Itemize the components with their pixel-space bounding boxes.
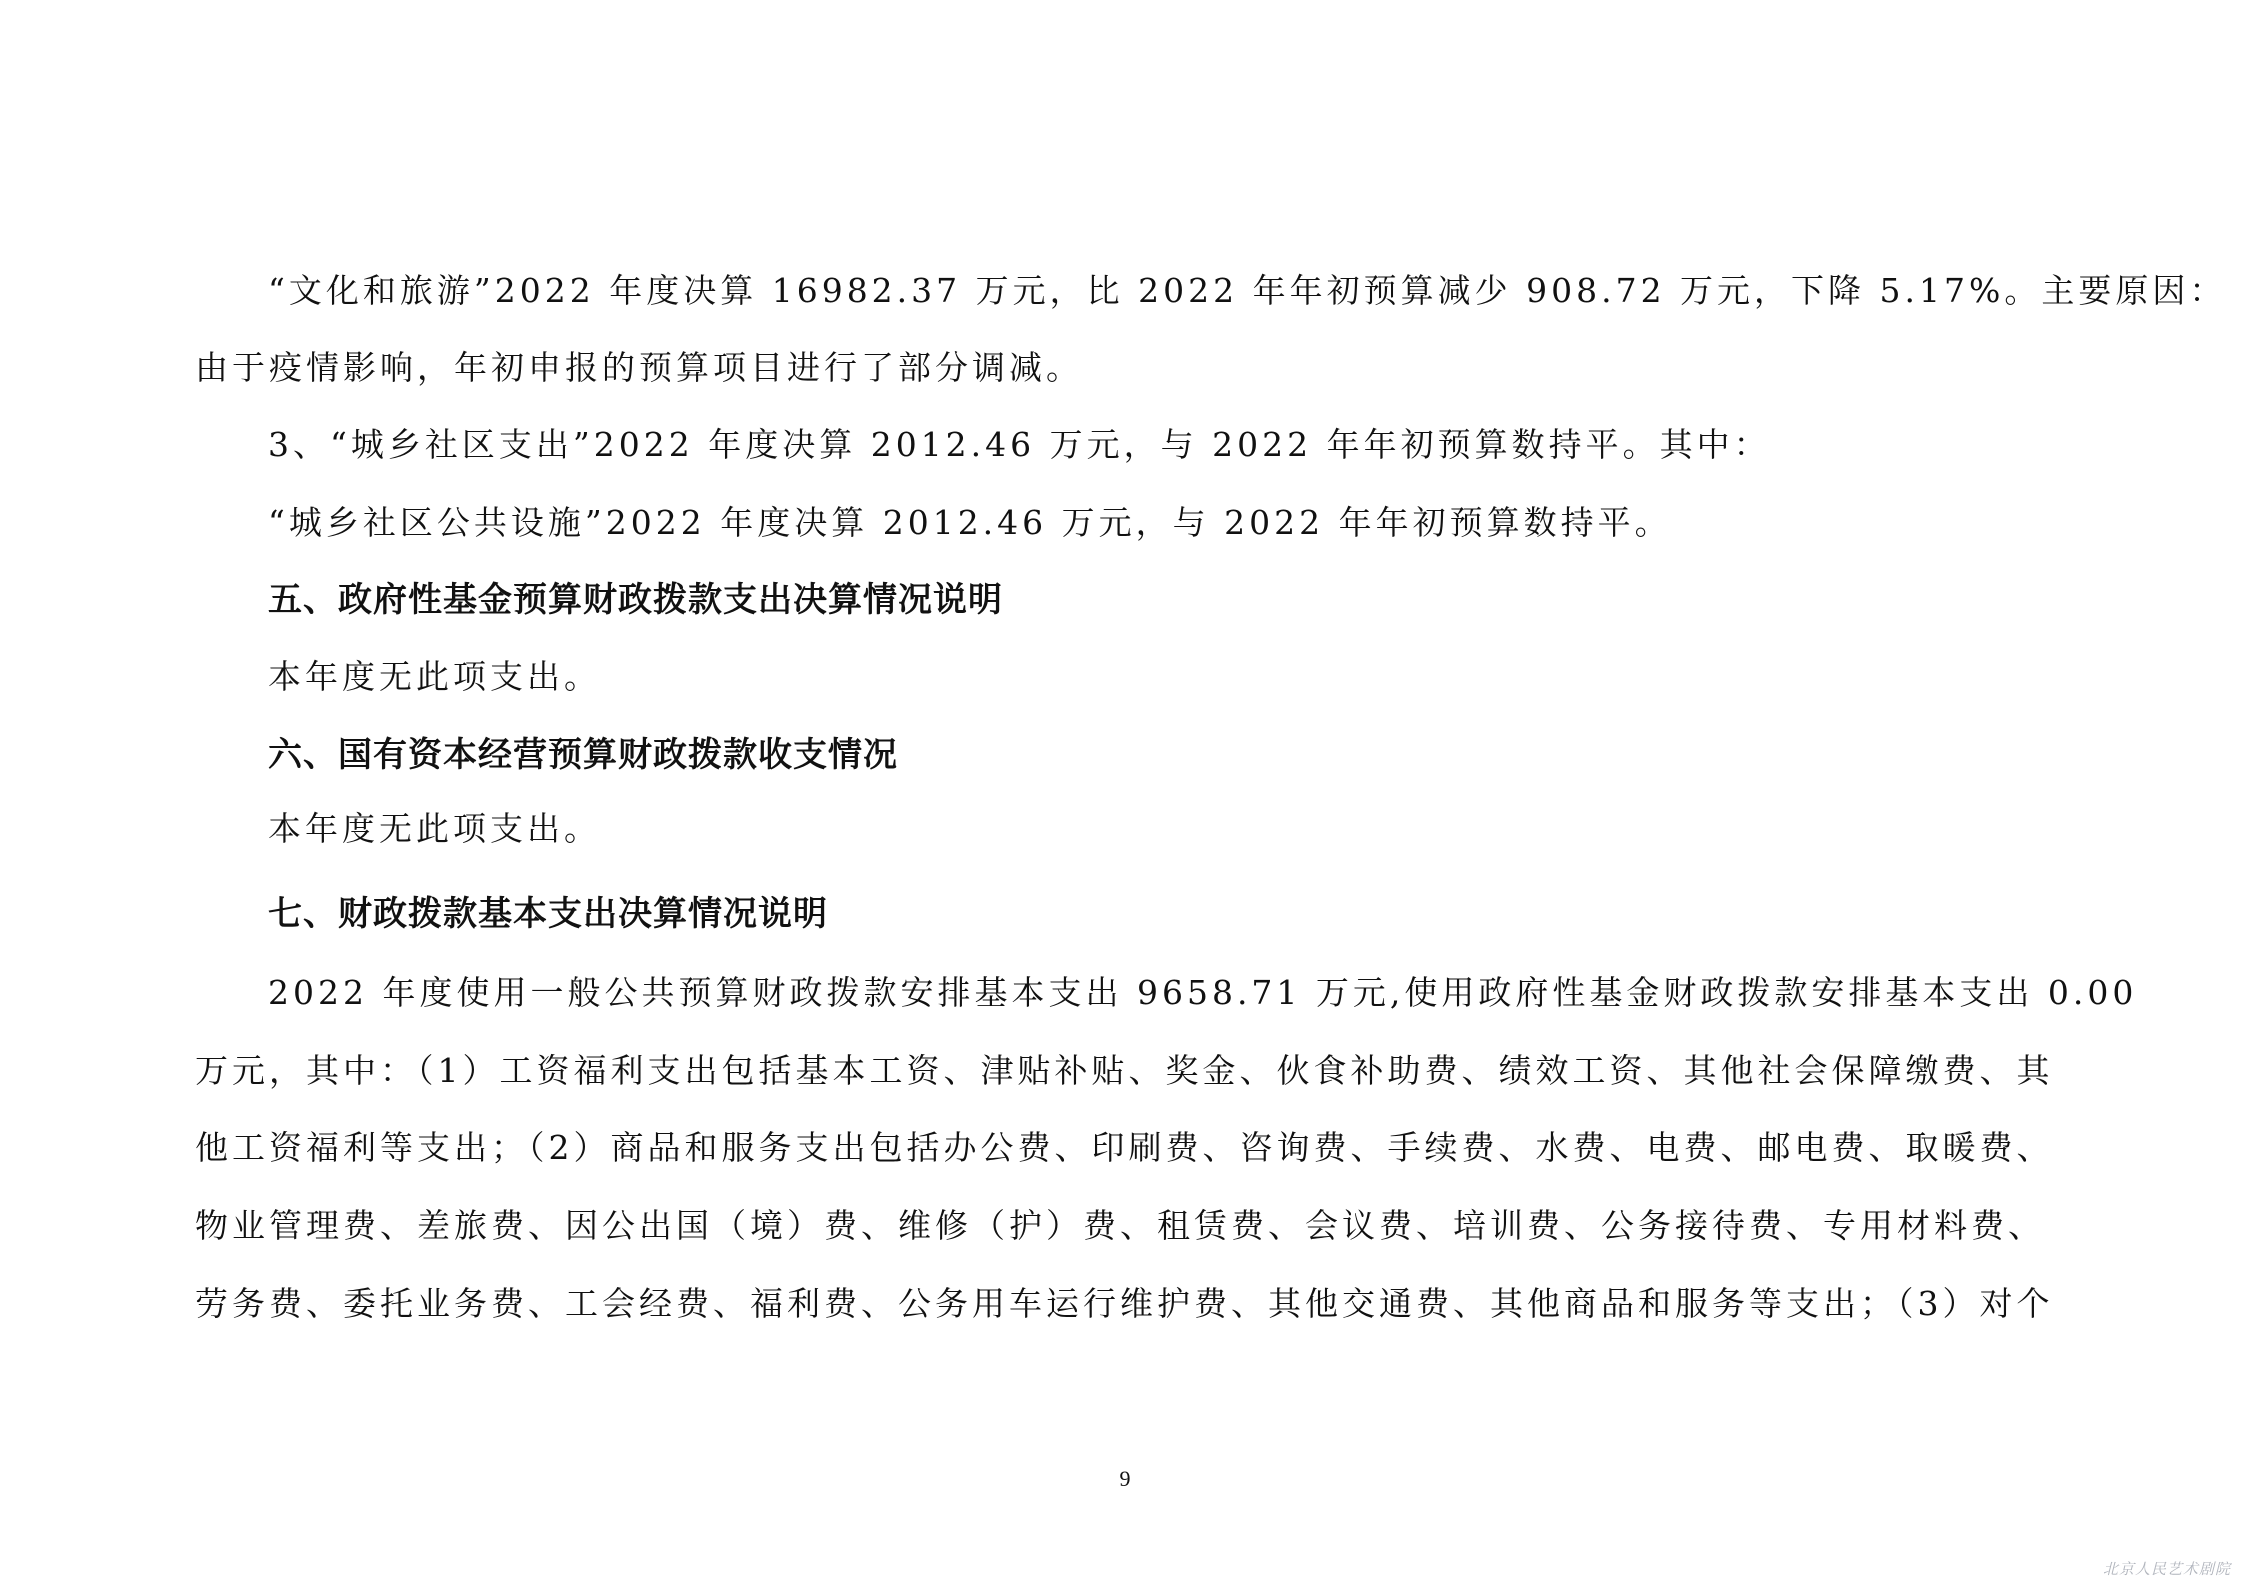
section-6-body: 本年度无此项支出。 xyxy=(268,809,601,848)
section-heading-5: 五、政府性基金预算财政拨款支出决算情况说明 xyxy=(268,580,1003,620)
section-7-line-3: 他工资福利等支出；（2）商品和服务支出包括办公费、印刷费、咨询费、手续费、水费、电费、邮电费、取暖费、 xyxy=(195,1128,2054,1167)
section-7-line-1: 2022 年度使用一般公共预算财政拨款安排基本支出 9658.71 万元,使用政府性基金财政拨款安排基本支出 0.00 xyxy=(268,973,2138,1012)
section-7-line-5: 劳务费、委托业务费、工会经费、福利费、公务用车运行维护费、其他交通费、其他商品和服务等支出；（3）对个 xyxy=(195,1284,2054,1323)
paragraph-public-facilities-line: “城乡社区公共设施”2022 年度决算 2012.46 万元，与 2022 年年初预算数持平。 xyxy=(268,503,1672,542)
page-number: 9 xyxy=(1119,1466,1131,1491)
section-heading-7: 七、财政拨款基本支出决算情况说明 xyxy=(268,894,828,934)
section-7-line-2: 万元，其中：（1）工资福利支出包括基本工资、津贴补贴、奖金、伙食补助费、绩效工资、其他社会保障缴费、其 xyxy=(195,1051,2054,1090)
paragraph-tourism-line-2: 由于疫情影响，年初申报的预算项目进行了部分调减。 xyxy=(195,348,1083,387)
paragraph-tourism-line-1: “文化和旅游”2022 年度决算 16982.37 万元，比 2022 年年初预算减少 908.72 万元，下降 5.17%。主要原因： xyxy=(268,271,2227,310)
section-7-line-4: 物业管理费、差旅费、因公出国（境）费、维修（护）费、租赁费、会议费、培训费、公务接待费、专用材料费、 xyxy=(195,1206,2045,1245)
paragraph-urban-rural-line: 3、“城乡社区支出”2022 年度决算 2012.46 万元，与 2022 年年初预算数持平。其中： xyxy=(268,425,1771,464)
section-5-body: 本年度无此项支出。 xyxy=(268,657,601,696)
watermark: 北京人民艺术剧院 xyxy=(2102,1560,2231,1578)
section-heading-6: 六、国有资本经营预算财政拨款收支情况 xyxy=(268,735,898,775)
